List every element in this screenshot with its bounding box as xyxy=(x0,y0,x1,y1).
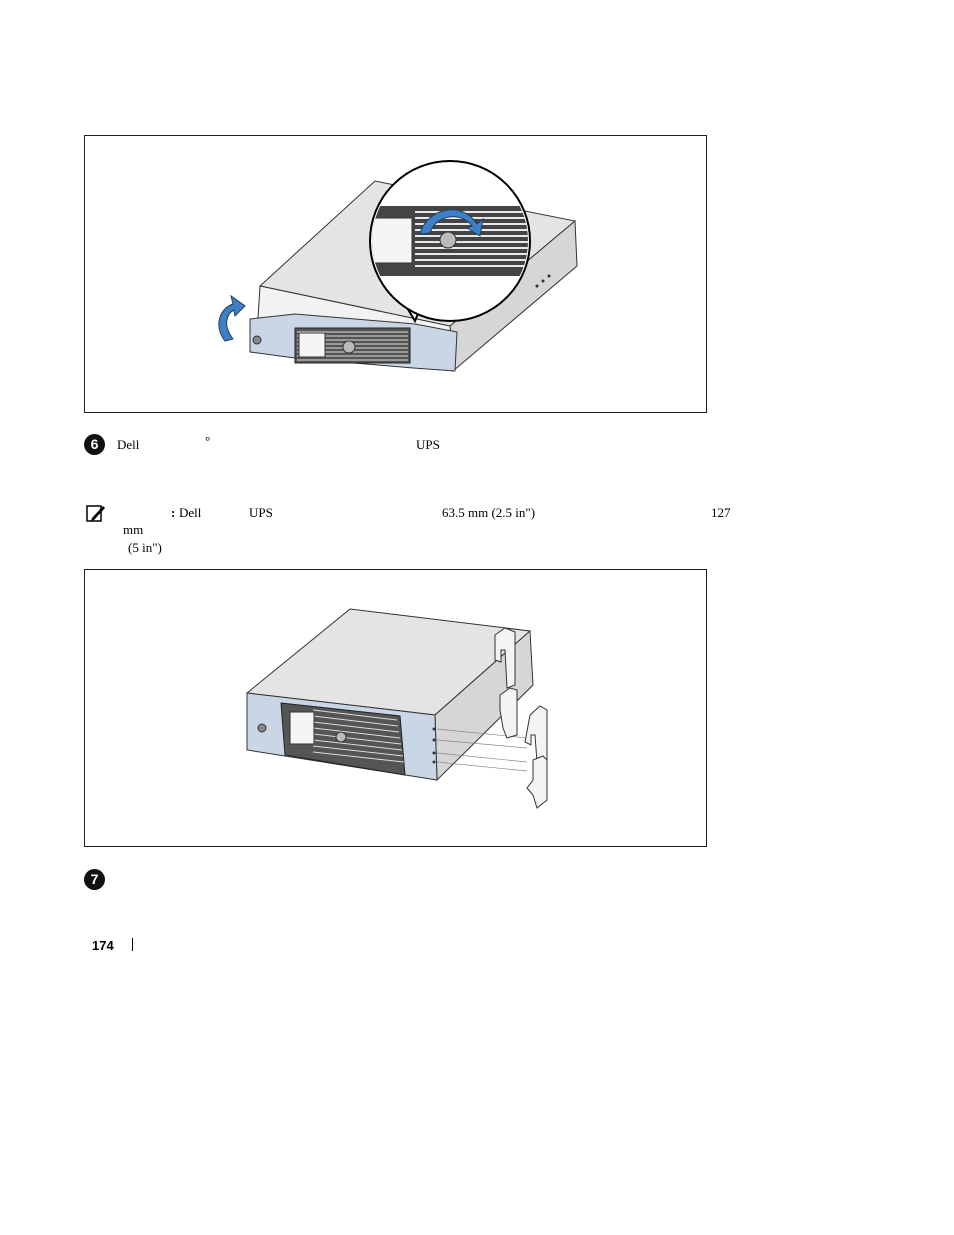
step6-text-dell: Dell xyxy=(117,437,140,452)
note-text-127: 127 xyxy=(711,505,731,520)
step-number-6: 6 xyxy=(84,434,105,455)
note-text-5in: (5 in") xyxy=(128,540,162,555)
step6-text-ups: UPS xyxy=(416,437,440,452)
step6-text-degree: ° xyxy=(205,433,211,448)
note-text-dell: Dell xyxy=(179,505,202,520)
ups-rail-clips-illustration xyxy=(85,570,708,848)
note-label: : xyxy=(171,505,176,520)
figure-remove-bezel xyxy=(84,135,707,413)
footer-separator xyxy=(132,938,133,951)
figure-rail-clips xyxy=(84,569,707,847)
note-text-mm: mm xyxy=(123,522,144,537)
step-number-7: 7 xyxy=(84,869,105,890)
pencil-note-icon xyxy=(86,503,106,523)
note-text-ups: UPS xyxy=(249,505,273,520)
page-number: 174 xyxy=(92,938,114,953)
ups-bezel-removal-illustration xyxy=(85,136,708,414)
note-text-depth: 63.5 mm (2.5 in") xyxy=(442,505,536,520)
